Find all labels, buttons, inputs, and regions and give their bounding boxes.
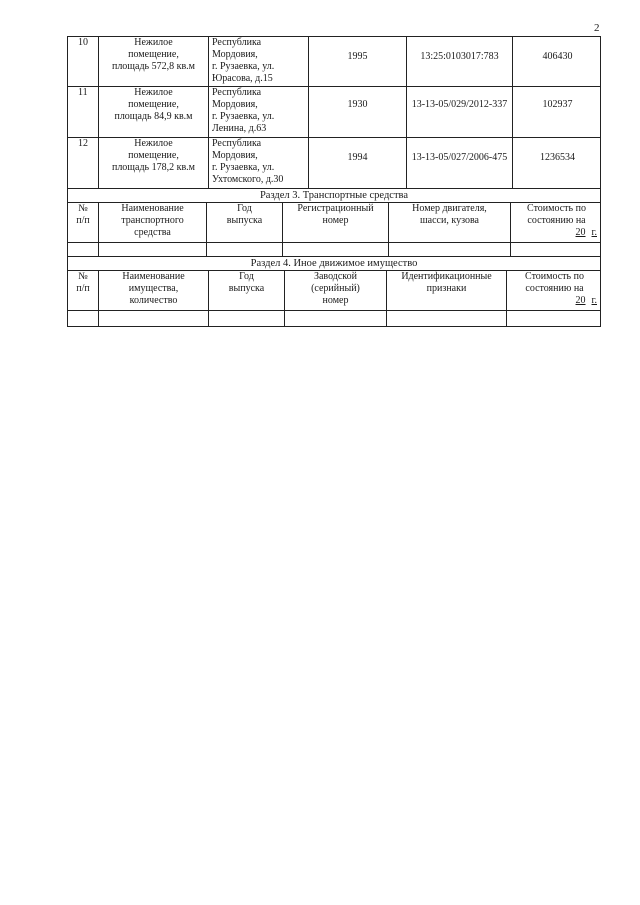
header-num: № п/п [76,203,90,226]
header-year: Год выпуска [208,271,284,310]
header-num: № п/п [76,271,90,294]
row-number: 12 [78,138,88,149]
table-row [67,138,601,189]
table-row [67,87,601,138]
real-estate-table [67,36,601,327]
object-year: 1995 [308,37,406,86]
object-address: Республика Мордовия, г. Рузаевка, ул. Ухтомского, д.30 [208,138,308,188]
object-year: 1930 [308,87,406,137]
object-name: Нежилое помещение, площадь 84,9 кв.м [98,87,208,137]
object-value: 102937 [512,87,602,137]
object-address: Республика Мордовия, г. Рузаевка, ул. Ленина, д.63 [208,87,308,137]
header-property-name: Наименование имущества, количество [98,271,208,310]
header-vehicle-name: Наименование транспортного средства [98,203,206,242]
row-number: 10 [78,37,88,48]
object-name: Нежилое помещение, площадь 572,8 кв.м [98,37,208,86]
page-number: 2 [594,22,600,34]
header-year: Год выпуска [206,203,282,242]
object-reg-number: 13-13-05/027/2006-475 [406,138,512,188]
header-ident-features: Идентификационные признаки [386,271,506,310]
table-row [67,36,601,87]
header-cost: Стоимость по состоянию на 20 г. [506,271,602,310]
section4-empty-row [67,311,601,327]
object-reg-number: 13:25:0103017:783 [406,37,512,86]
section3-empty-row [67,243,601,257]
header-engine-number: Номер двигателя, шасси, кузова [388,203,510,242]
section3-title: Раздел 3. Транспортные средства [67,189,601,203]
header-serial-number: Заводской (серийный) номер [284,271,386,310]
header-cost: Стоимость по состоянию на 20 г. [510,203,602,242]
object-value: 1236534 [512,138,602,188]
section4-header-row [67,271,601,311]
object-name: Нежилое помещение, площадь 178,2 кв.м [98,138,208,188]
object-address: Республика Мордовия, г. Рузаевка, ул. Юрасова, д.15 [208,37,308,86]
section3-header-row [67,203,601,243]
object-value: 406430 [512,37,602,86]
object-reg-number: 13-13-05/029/2012-337 [406,87,512,137]
header-reg-number: Регистрационный номер [282,203,388,242]
row-number: 11 [78,87,88,98]
section4-title: Раздел 4. Иное движимое имущество [67,257,601,271]
object-year: 1994 [308,138,406,188]
